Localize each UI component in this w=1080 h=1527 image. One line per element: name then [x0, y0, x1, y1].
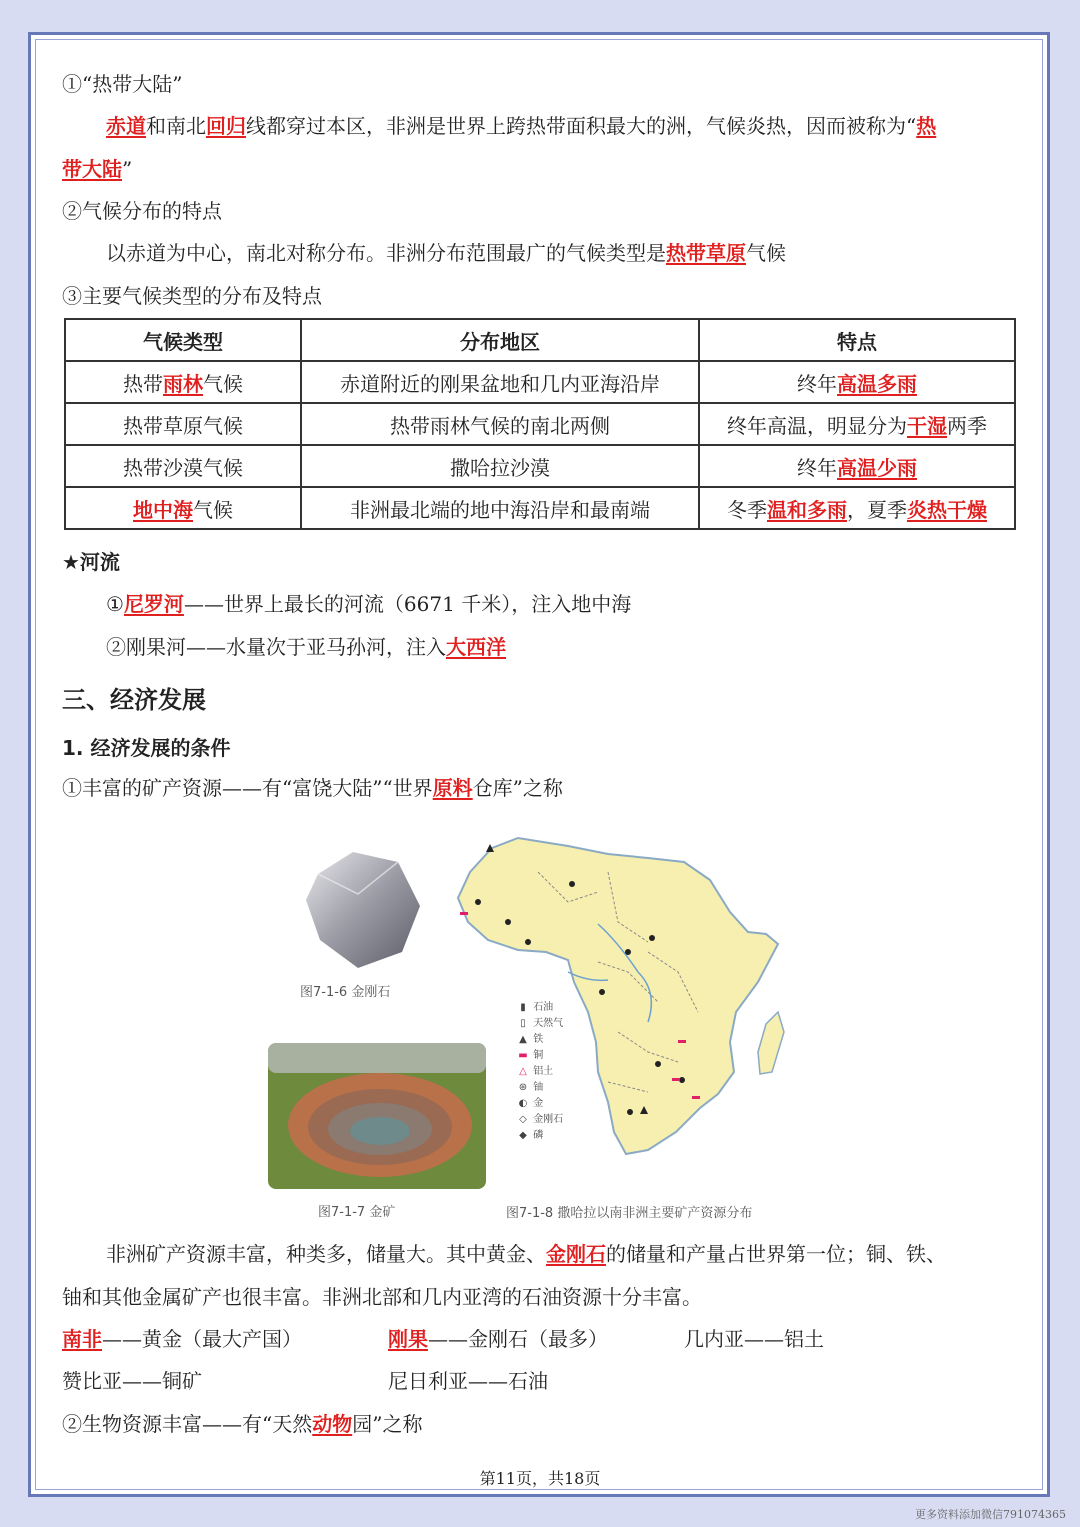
mineral-south-africa: 南非——黄金（最大产国） [62, 1327, 302, 1351]
paragraph-tropical: 赤道和南北回归线都穿过本区，非洲是世界上跨热带面积最大的洲，气候炎热，因而被称为“热 [106, 114, 937, 138]
oil-icon: ▮ [520, 1002, 526, 1013]
mineral-resources-line: ①丰富的矿产资源——有“富饶大陆”“世界原料仓库”之称 [62, 776, 563, 800]
cell-feature: 终年高温，明显分为干湿两季 [699, 403, 1015, 445]
river-congo: ②刚果河——水量次于亚马孙河，注入大西洋 [106, 635, 506, 659]
cell-type: 热带雨林气候 [65, 361, 301, 403]
uranium-icon: ⊛ [518, 1082, 528, 1093]
cell-type: 热带沙漠气候 [65, 445, 301, 487]
gold-icon: ◐ [518, 1098, 528, 1109]
legend-item: ▬ 铜 [516, 1048, 563, 1064]
paragraph-minerals: 非洲矿产资源丰富，种类多，储量大。其中黄金、金刚石的储量和产量占世界第一位；铜、铁、 [106, 1242, 946, 1266]
mineral-zambia: 赞比亚——铜矿 [62, 1369, 202, 1393]
col-header-feature: 特点 [699, 319, 1015, 361]
table-row [65, 361, 1015, 403]
rivers-heading: ★河流 [62, 550, 120, 574]
cell-region: 撒哈拉沙漠 [301, 445, 699, 487]
cell-type: 热带草原气候 [65, 403, 301, 445]
caption-diamond: 图7-1-6 金刚石 [300, 985, 391, 1000]
heading-tropical-continent: ①“热带大陆” [62, 72, 183, 96]
legend-item: ⊛ 铀 [516, 1080, 563, 1096]
legend-item: ▯ 天然气 [516, 1016, 563, 1032]
watermark: 更多资料添加微信791074365 [915, 1508, 1066, 1521]
africa-minerals-map [448, 832, 804, 1162]
col-header-type: 气候类型 [65, 319, 301, 361]
table-row [65, 403, 1015, 445]
legend-item: ▮ 石油 [516, 1000, 563, 1016]
paragraph-tropical-cont: 带大陆” [62, 157, 133, 181]
table-header-row [65, 319, 1015, 361]
table-row [65, 445, 1015, 487]
paragraph-minerals-cont: 铀和其他金属矿产也很丰富。非洲北部和几内亚湾的石油资源十分丰富。 [62, 1285, 702, 1309]
heading-climate-distribution: ②气候分布的特点 [62, 199, 222, 223]
page-footer: 第11页，共18页 [479, 1469, 601, 1488]
diamond-icon: ◇ [519, 1114, 527, 1125]
diamond-image [298, 844, 426, 972]
legend-item: △ 铝土 [516, 1064, 563, 1080]
gas-icon: ▯ [520, 1018, 526, 1029]
table-row [65, 487, 1015, 529]
river-nile: ①尼罗河——世界上最长的河流（6671 千米），注入地中海 [106, 592, 632, 616]
legend-item: ▲ 铁 [516, 1032, 563, 1048]
legend-item: ◇ 金刚石 [516, 1112, 563, 1128]
legend-item: ◐ 金 [516, 1096, 563, 1112]
bauxite-icon: △ [519, 1066, 527, 1077]
cell-region: 赤道附近的刚果盆地和几内亚海沿岸 [301, 361, 699, 403]
cell-type: 地中海气候 [65, 487, 301, 529]
biological-resources-line: ②生物资源丰富——有“天然动物园”之称 [62, 1412, 423, 1436]
iron-icon: ▲ [519, 1034, 527, 1045]
cell-region: 热带雨林气候的南北两侧 [301, 403, 699, 445]
copper-icon: ▬ [518, 1050, 528, 1061]
paragraph-climate-distribution: 以赤道为中心，南北对称分布。非洲分布范围最广的气候类型是热带草原气候 [106, 241, 786, 265]
cell-feature: 终年高温多雨 [699, 361, 1015, 403]
heading-climate-types: ③主要气候类型的分布及特点 [62, 284, 322, 308]
cell-feature: 冬季温和多雨，夏季炎热干燥 [699, 487, 1015, 529]
phosphate-icon: ◆ [519, 1130, 527, 1141]
mineral-congo: 刚果——金刚石（最多） [388, 1327, 608, 1351]
legend-item: ◆ 磷 [516, 1128, 563, 1144]
subsection-title-conditions: 1. 经济发展的条件 [62, 736, 231, 760]
section-title-economy: 三、经济发展 [62, 686, 206, 714]
cell-feature: 终年高温少雨 [699, 445, 1015, 487]
mineral-guinea: 几内亚——铝土 [684, 1327, 824, 1351]
caption-map: 图7-1-8 撒哈拉以南非洲主要矿产资源分布 [506, 1206, 753, 1221]
caption-gold-mine: 图7-1-7 金矿 [318, 1205, 396, 1220]
climate-table [64, 318, 1016, 530]
col-header-region: 分布地区 [301, 319, 699, 361]
mineral-nigeria: 尼日利亚——石油 [388, 1369, 548, 1393]
cell-region: 非洲最北端的地中海沿岸和最南端 [301, 487, 699, 529]
